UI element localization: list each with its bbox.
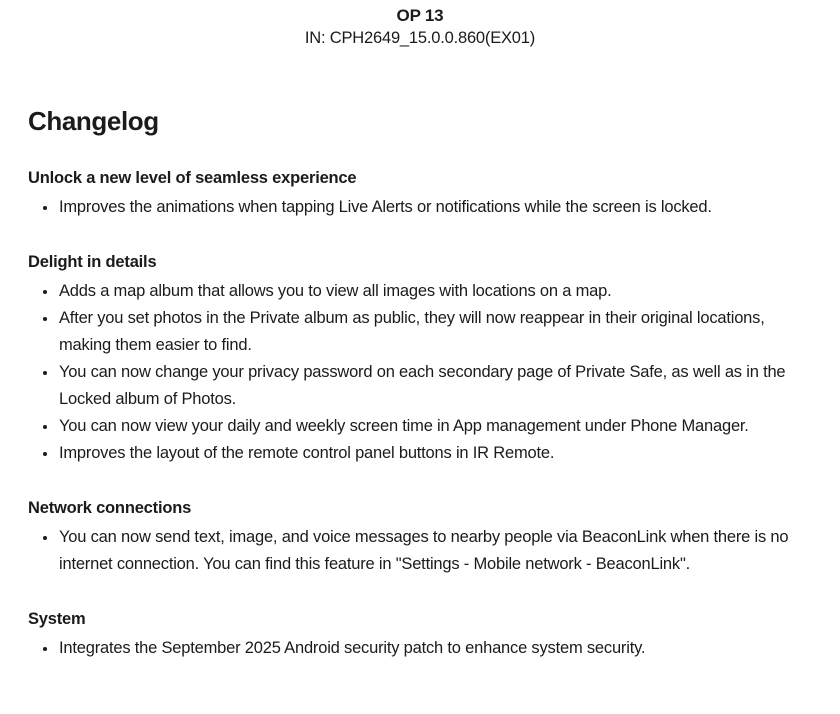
bullet-list: [28, 278, 814, 467]
page-title: Changelog: [28, 106, 159, 136]
bullet-list: [28, 524, 814, 578]
list-item: • After you set photos in the Private album as public, they will now reappear in their original locations, making them easier to find.: [58, 305, 814, 359]
changelog-content: [0, 106, 840, 662]
section-seamless-experience: [28, 167, 814, 221]
section-heading: System: [28, 610, 86, 628]
bullet-list: [28, 194, 814, 221]
list-item: • You can now view your daily and weekly screen time in App management under Phone Manager.: [58, 413, 814, 440]
list-item: • Integrates the September 2025 Android security patch to enhance system security.: [58, 635, 814, 662]
section-delight-in-details: [28, 251, 814, 467]
list-item: • Improves the layout of the remote control panel buttons in IR Remote.: [58, 440, 814, 467]
list-item: • Adds a map album that allows you to view all images with locations on a map.: [58, 278, 814, 305]
section-system: [28, 608, 814, 662]
list-item: • You can now send text, image, and voice messages to nearby people via BeaconLink when there is no internet connection. You can find this feature in "Settings - Mobile network - BeaconLink".: [58, 524, 814, 578]
section-heading: Unlock a new level of seamless experience: [28, 169, 357, 187]
section-heading: Network connections: [28, 499, 192, 517]
list-item: • You can now change your privacy password on each secondary page of Private Safe, as well as in the Locked album of Photos.: [58, 359, 814, 413]
document-header: [0, 0, 840, 50]
build-version: IN: CPH2649_15.0.0.860(EX01): [304, 29, 536, 47]
list-item: • Improves the animations when tapping Live Alerts or notifications while the screen is locked.: [58, 194, 814, 221]
bullet-list: [28, 635, 814, 662]
build-name: OP 13: [396, 6, 444, 25]
section-network-connections: [28, 497, 814, 578]
section-heading: Delight in details: [28, 253, 157, 271]
